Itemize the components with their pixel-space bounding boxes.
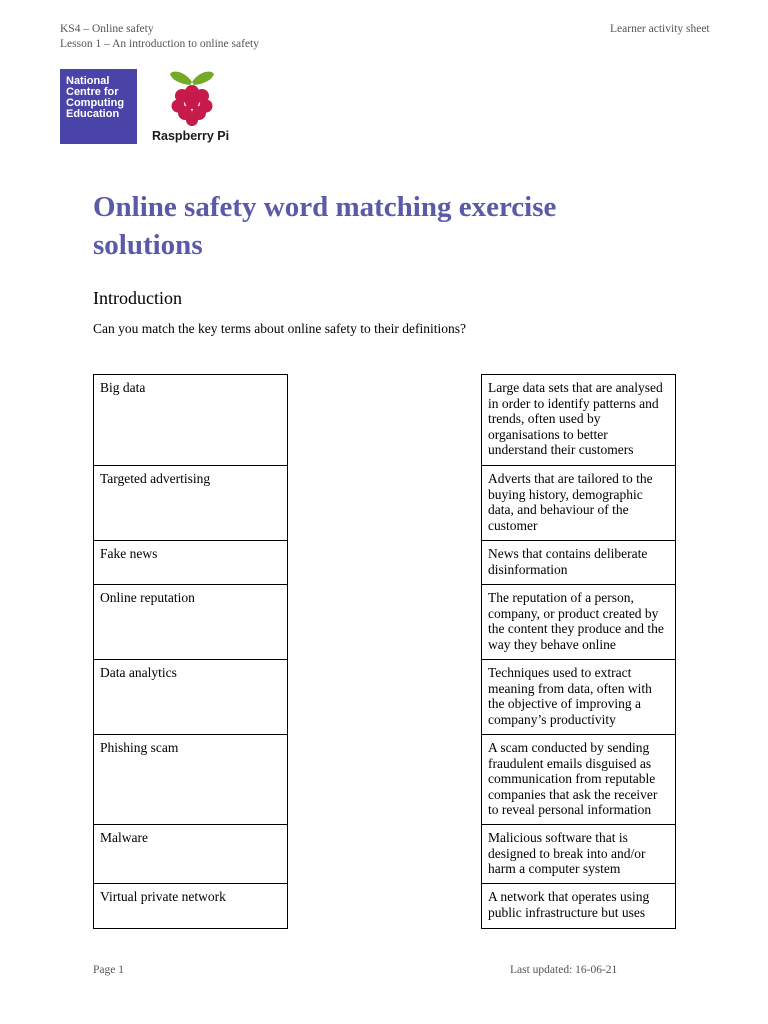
term-cell: Phishing scam: [94, 735, 288, 825]
intro-text: Can you match the key terms about online safety to their definitions?: [93, 321, 467, 336]
term-cell: Targeted advertising: [94, 466, 288, 541]
definition-cell: Adverts that are tailored to the buying history, demographic data, and behaviour of the customer: [482, 466, 676, 541]
page-title: Online safety word matching exercise solutions: [93, 191, 557, 261]
definition-cell: A network that operates using public infrastructure but uses: [482, 884, 676, 929]
definition-cell: The reputation of a person, company, or product created by the content they produce and the way they behave online: [482, 585, 676, 660]
definition-cell: A scam conducted by sending fraudulent emails disguised as communication from reputable companies that ask the receiver to reveal personal information: [482, 735, 676, 825]
raspberry-pi-logo-text: Raspberry Pi: [152, 129, 230, 143]
term-cell: Fake news: [94, 541, 288, 585]
sheet-type-label: Learner activity sheet: [610, 23, 710, 35]
section-heading: Introduction: [93, 288, 182, 308]
term-cell: Online reputation: [94, 585, 288, 660]
lesson-label: Lesson 1 – An introduction to online safety: [60, 38, 259, 50]
ncce-logo-line: Centre for: [66, 86, 119, 98]
definition-cell: Large data sets that are analysed in order to identify patterns and trends, often used by organisations to better understand their customers: [482, 375, 676, 466]
definition-cell: Techniques used to extract meaning from data, often with the objective of improving a company’s productivity: [482, 660, 676, 735]
terms-table: [93, 374, 288, 929]
definitions-table: [481, 374, 676, 929]
raspberry-pi-icon: [166, 68, 218, 128]
last-updated-label: Last updated: 16-06-21: [510, 964, 618, 976]
page-number: Page 1: [93, 964, 124, 976]
course-label: KS4 – Online safety: [60, 23, 154, 35]
term-cell: Big data: [94, 375, 288, 466]
term-cell: Data analytics: [94, 660, 288, 735]
term-cell: Malware: [94, 825, 288, 884]
definition-cell: News that contains deliberate disinformation: [482, 541, 676, 585]
ncce-logo-line: Computing: [66, 97, 125, 109]
ncce-logo: [60, 69, 137, 144]
ncce-logo-line: Education: [66, 108, 120, 120]
term-cell: Virtual private network: [94, 884, 288, 929]
ncce-logo-line: National: [66, 75, 110, 87]
page-header-left: [60, 22, 259, 52]
definition-cell: Malicious software that is designed to break into and/or harm a computer system: [482, 825, 676, 884]
